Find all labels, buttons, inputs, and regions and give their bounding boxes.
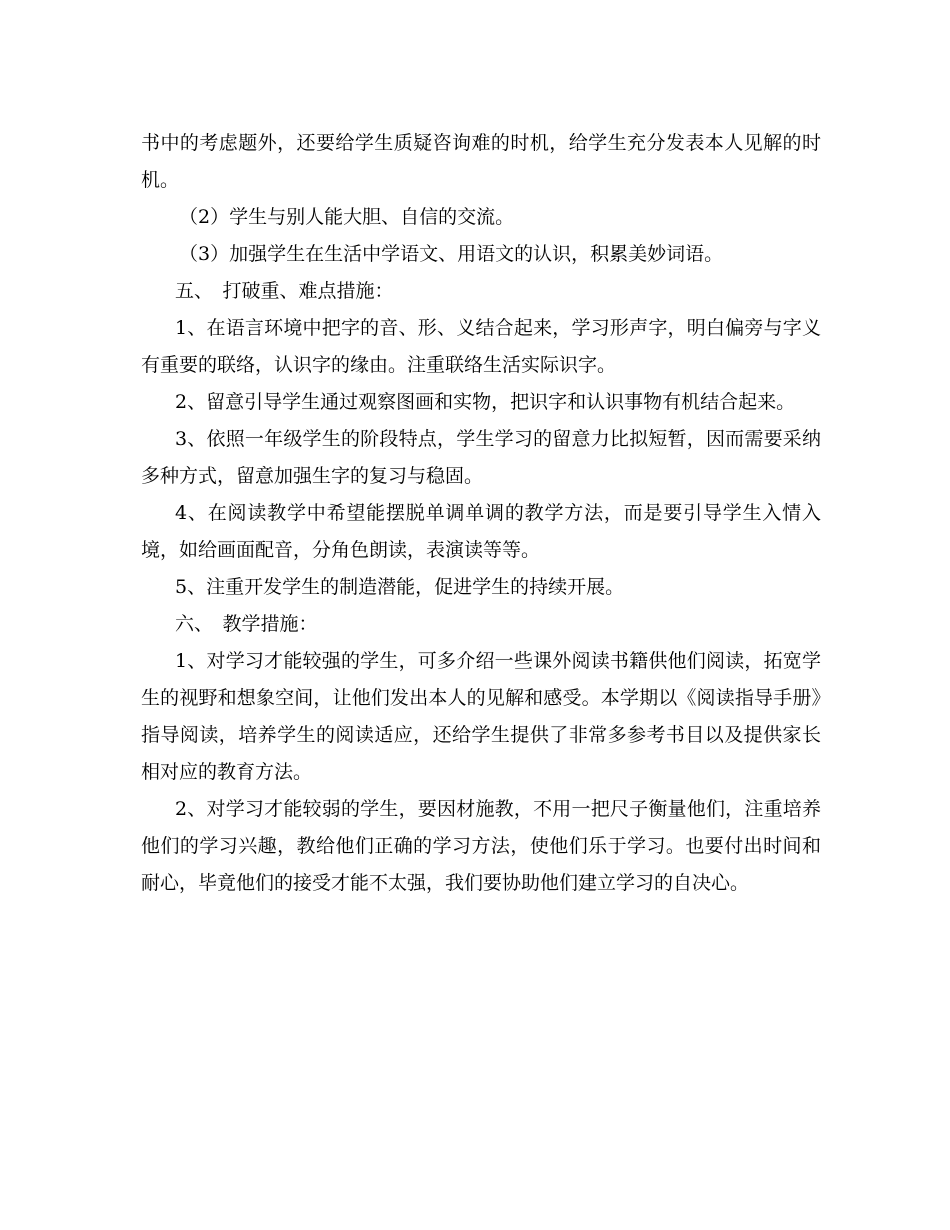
paragraph-measure-1: 1、在语言环境中把字的音、形、义结合起来，学习形声字，明白偏旁与字义有重要的联络，认识字的缘由。注重联络生活实际识字。 <box>141 317 821 376</box>
paragraph-measure-3: 3、依照一年级学生的阶段特点，学生学习的留意力比拟短暂，因而需要采纳多种方式，留意加强生字的复习与稳固。 <box>141 428 821 487</box>
paragraph-point-3: （3）加强学生在生活中学语文、用语文的认识，积累美妙词语。 <box>179 243 724 265</box>
document-body <box>141 125 821 902</box>
paragraph-measure-2: 2、留意引导学生通过观察图画和实物，把识字和认识事物有机结合起来。 <box>175 391 796 413</box>
section-heading-5: 五、 打破重、难点措施： <box>175 280 394 302</box>
section-heading-6: 六、 教学措施： <box>175 613 318 635</box>
paragraph-teaching-2: 2、对学习才能较弱的学生，要因材施教，不用一把尺子衡量他们，注重培养他们的学习兴趣，教给他们正确的学习方法，使他们乐于学习。也要付出时间和耐心，毕竟他们的接受才能不太强，我们要协助他们建立学习的自决心。 <box>141 798 821 894</box>
paragraph-continuation: 书中的考虑题外，还要给学生质疑咨询难的时机，给学生充分发表本人见解的时机。 <box>141 132 821 191</box>
paragraph-point-2: （2）学生与别人能大胆、自信的交流。 <box>179 206 515 228</box>
paragraph-teaching-1: 1、对学习才能较强的学生，可多介绍一些课外阅读书籍供他们阅读，拓宽学生的视野和想象空间，让他们发出本人的见解和感受。本学期以《阅读指导手册》指导阅读，培养学生的阅读适应，还给学生提供了非常多参考书目以及提供家长相对应的教育方法。 <box>141 650 821 783</box>
paragraph-measure-5: 5、注重开发学生的制造潜能，促进学生的持续开展。 <box>175 576 625 598</box>
paragraph-measure-4: 4、在阅读教学中希望能摆脱单调单调的教学方法，而是要引导学生入情入境，如给画面配音，分角色朗读，表演读等等。 <box>141 502 821 561</box>
